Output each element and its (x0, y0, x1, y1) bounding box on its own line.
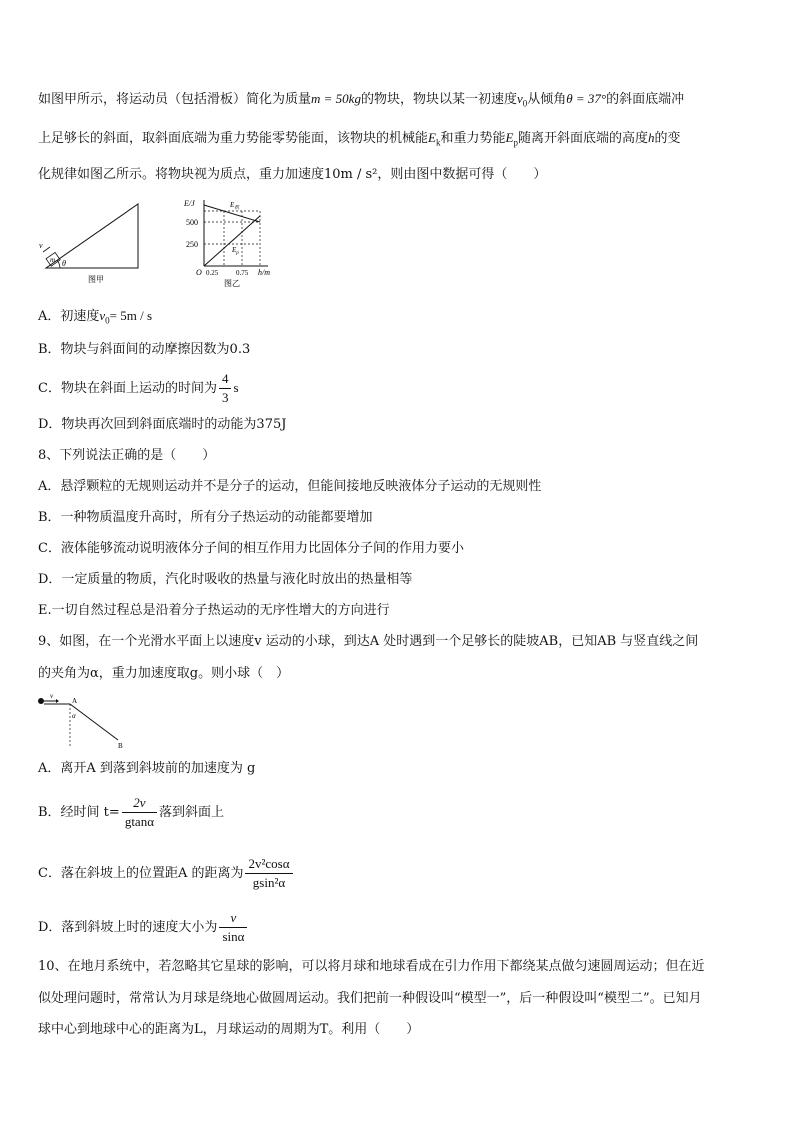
fig-jia-theta: θ (62, 259, 66, 268)
x-axis-label: h/m (258, 268, 270, 277)
fraction-v-sin: $\frac{v}{\sin\alpha}$ (219, 909, 247, 946)
q9-option-a[interactable]: A．离开A 到落到斜坡前的加速度为 g (38, 761, 256, 776)
v0-arrow (43, 247, 50, 252)
ep-curve (204, 216, 260, 266)
q8-stem: 8、下列说法正确的是（ ） (38, 448, 216, 463)
q7-option-c[interactable]: C．物块在斜面上运动的时间为 $\frac{4}{3}$ s (38, 371, 239, 405)
q9-option-b[interactable]: B．经时间 t= $\frac{2v}{gtan\alpha}$ 落到斜面上 (38, 795, 225, 829)
q7-option-d[interactable]: D．物块再次回到斜面底端时的动能为375J (38, 417, 287, 432)
ball (38, 698, 44, 704)
q7-option-b[interactable]: B．物块与斜面间的动摩擦因数为0.3 (38, 342, 251, 357)
curve-e-label: $E_机$ (230, 201, 240, 211)
q8-option-c[interactable]: C．液体能够流动说明液体分子间的相互作用力比固体分子间的作用力要小 (38, 541, 464, 556)
q9-option-c[interactable]: C．落在斜坡上的位置距A 的距离为 $\frac{\text{2v²cosα}}{\text{gsin²α}}$ (38, 854, 295, 894)
q8-option-a[interactable]: A．悬浮颗粒的无规则运动并不是分子的运动，但能间接地反映液体分子运动的无规则性 (38, 479, 542, 494)
x-tick-075: 0.75 (236, 269, 249, 277)
q9-option-d[interactable]: D．落到斜坡上时的速度大小为 $\frac{v}{\sin\alpha}$ (38, 908, 249, 948)
fig-q9-a: A (72, 697, 78, 705)
figure-yi (180, 196, 280, 290)
q7-option-a[interactable]: A．初速度$v_0= 5m / s$ (38, 308, 153, 326)
y-axis-label: E/J (184, 199, 195, 208)
q8-option-b[interactable]: B．一种物质温度升高时，所有分子热运动的动能都要增加 (38, 510, 373, 525)
fig-jia-v0: v (39, 241, 43, 250)
q7-stem-line3: 化规律如图乙所示。将物块视为质点，重力加速度10m / s²，则由图中数据可得（ ） (38, 167, 547, 182)
q10-line1: 10、在地月系统中，若忽略其它星球的影响，可以将月球和地球看成在引力作用下都绕某点做匀速圆周运动；但在近 (38, 959, 705, 974)
origin-label: O (196, 268, 202, 277)
fig-jia-caption: 图甲 (88, 275, 104, 284)
fig-yi-caption: 图乙 (224, 279, 240, 288)
q8-option-e[interactable]: E.一切自然过程总是沿着分子热运动的无序性增大的方向进行 (38, 603, 390, 618)
fig-q9-alpha: α (72, 712, 76, 720)
slope-ab (70, 704, 118, 740)
y-tick-500: 500 (186, 218, 198, 227)
fig-jia-m: m (50, 256, 56, 264)
y-tick-250: 250 (186, 240, 198, 249)
incline-triangle (46, 204, 138, 268)
q7-stem-line1: 如图甲所示，将运动员（包括滑板）简化为质量m = 50kg的物块，物块以某一初速度$v_0$从倾角θ = 37°的斜面底端冲 (38, 91, 685, 109)
fraction-2v-gtan: $\frac{2v}{gtan\alpha}$ (122, 794, 157, 831)
fig-q9-b: B (118, 742, 123, 750)
curve-ep-label: $E_p$ (232, 246, 239, 256)
q9-stem-line2: 的夹角为α，重力加速度取g。则小球（ ） (38, 666, 290, 681)
figure-jia (38, 196, 148, 288)
q10-line3: 球中心到地球中心的距离为L，月球运动的周期为T。利用（ ） (38, 1022, 420, 1037)
figure-q9 (36, 692, 136, 752)
q10-line2: 似处理问题时，常常认为月球是绕地心做圆周运动。我们把前一种假设叫“模型一”，后一种假设叫“模型二”。已知月 (38, 991, 702, 1006)
fraction-4-3: $\frac{4}{3}$ (219, 370, 232, 407)
fig-q9-v: v (50, 692, 54, 700)
q8-option-d[interactable]: D．一定质量的物质，汽化时吸收的热量与液化时放出的热量相等 (38, 572, 413, 587)
q9-stem-line1: 9、如图，在一个光滑水平面上以速度v 运动的小球，到达A 处时遇到一个足够长的陡坡AB，已知AB 与竖直线之间 (38, 634, 699, 649)
fraction-distance: $\frac{\text{2v²cosα}}{\text{gsin²α}}$ (245, 855, 292, 892)
x-tick-025: 0.25 (206, 269, 219, 277)
q7-stem-line2: 上足够长的斜面，取斜面底端为重力势能零势能面，该物块的机械能$E_k$和重力势能$E_p$随离开斜面底端的高度h的变 (38, 130, 681, 148)
